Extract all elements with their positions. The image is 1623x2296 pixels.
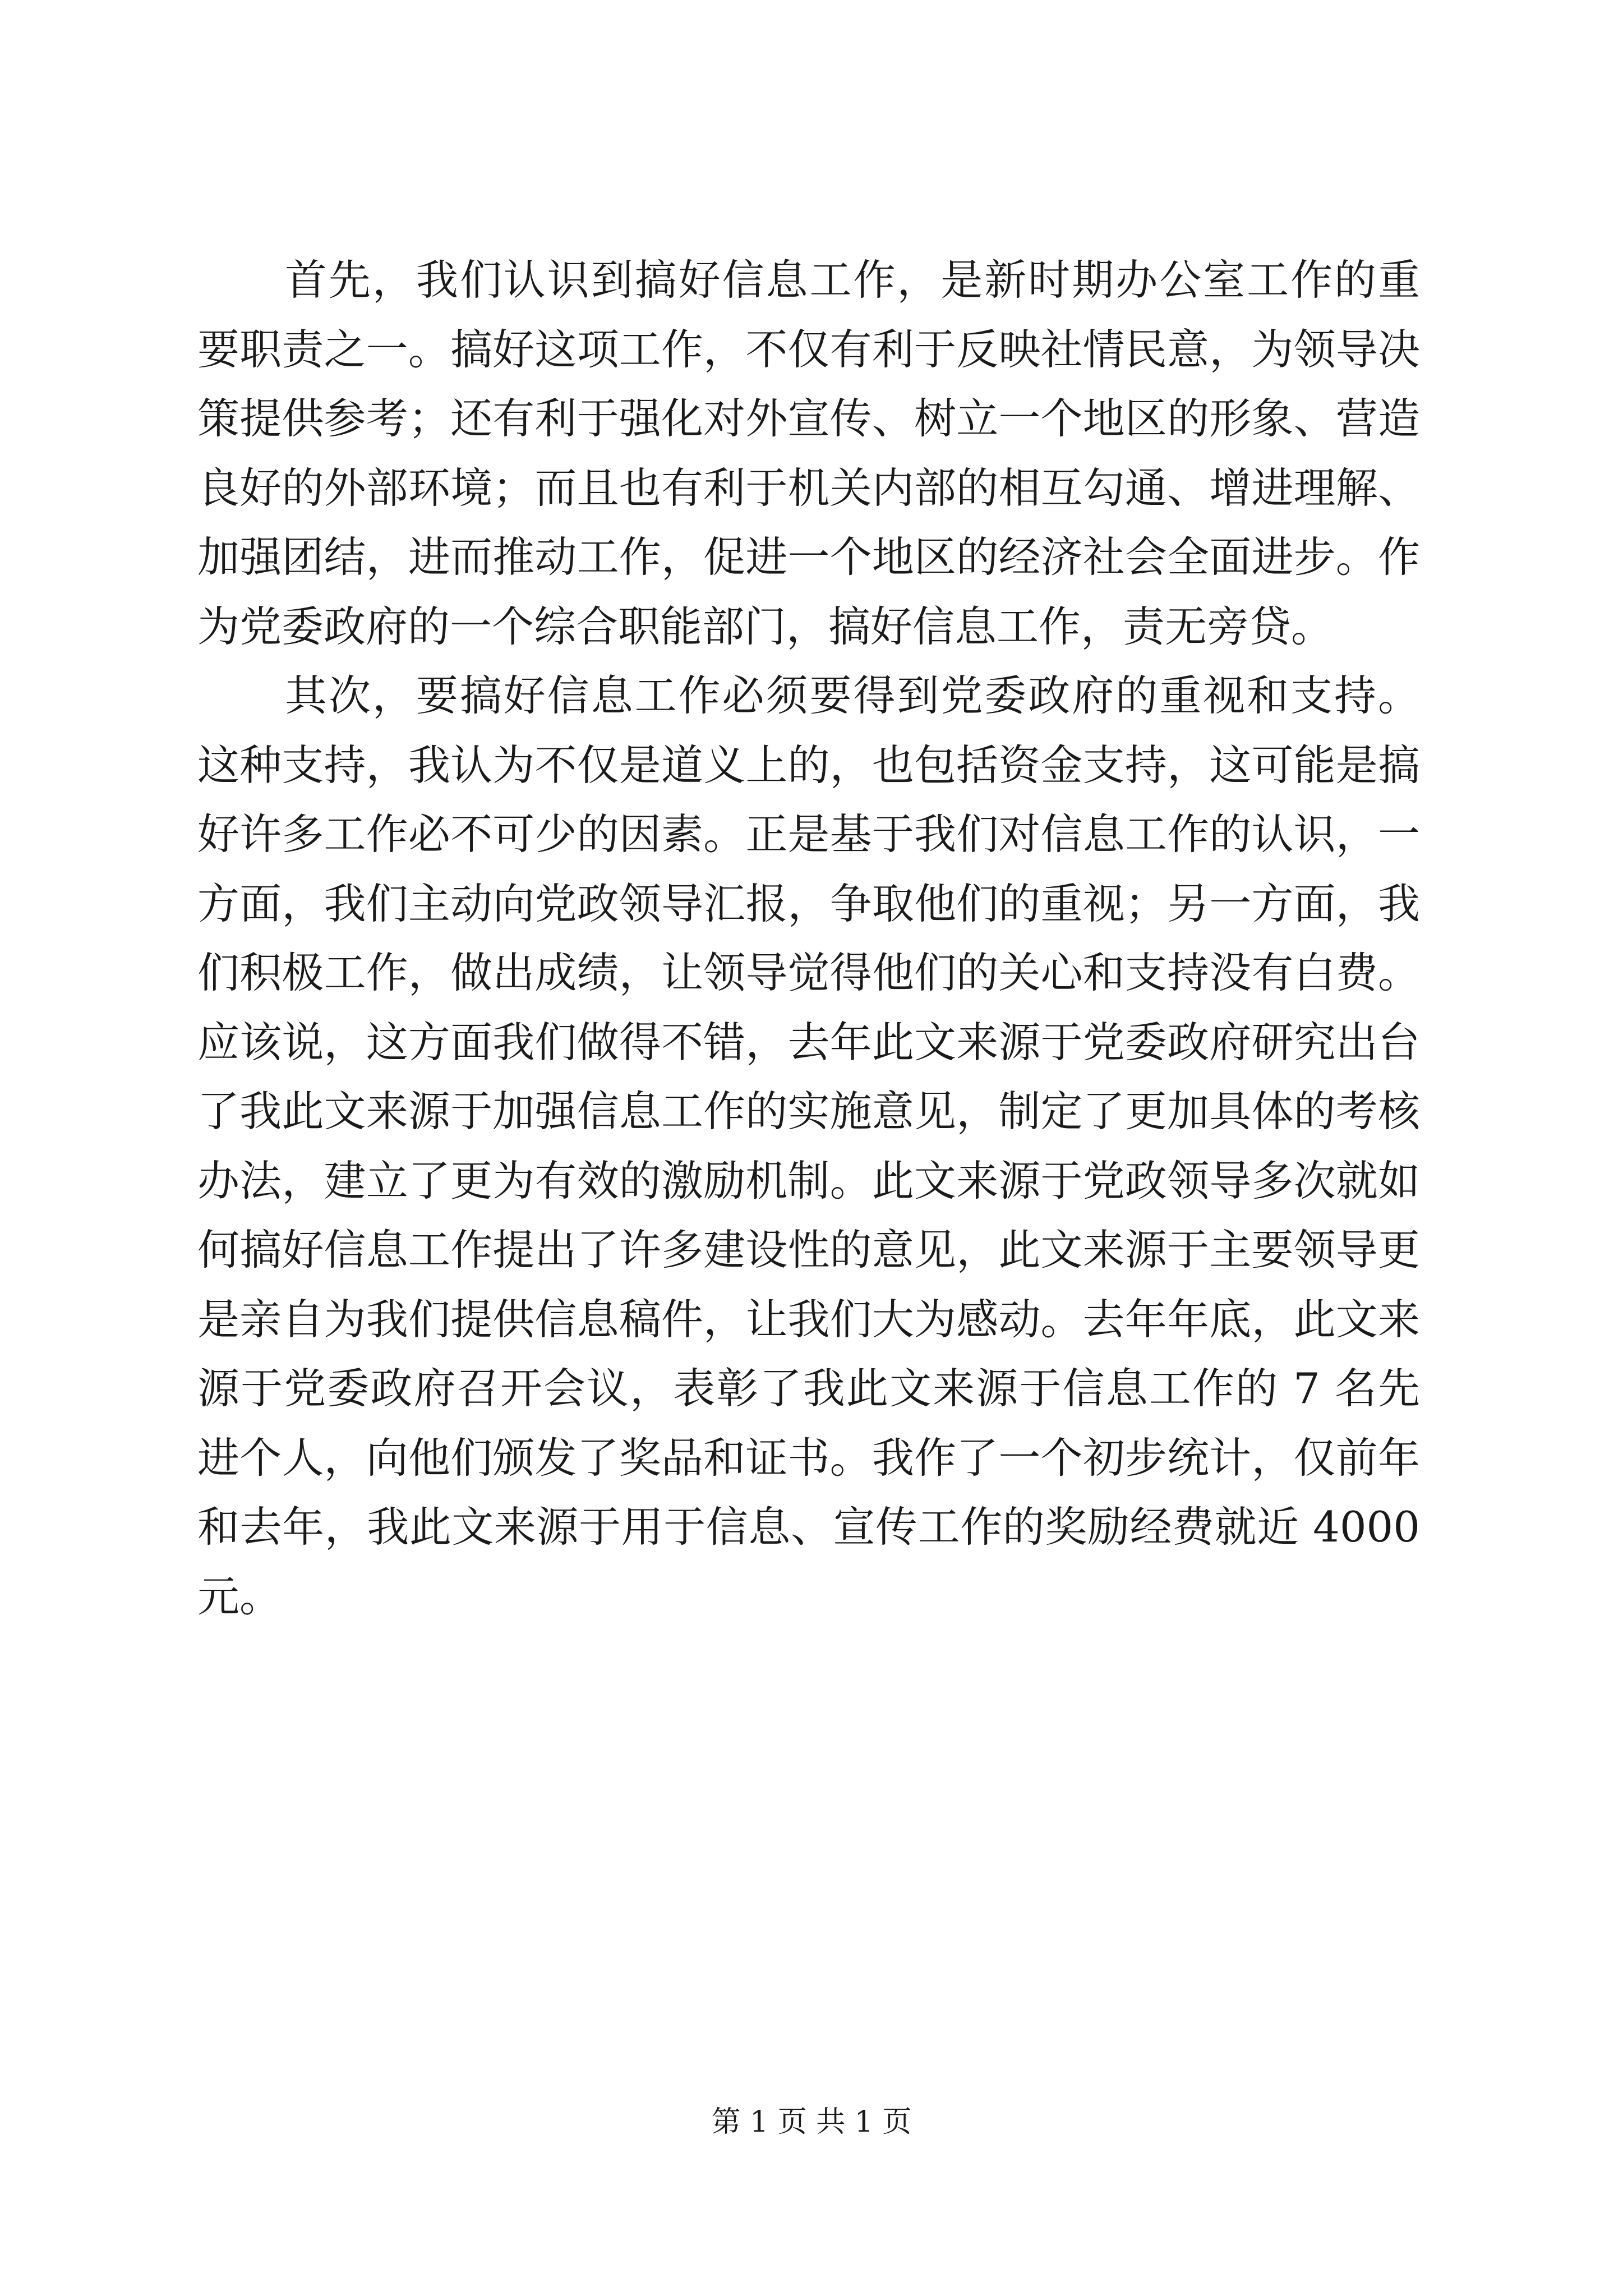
paragraph-1: 首先，我们认识到搞好信息工作，是新时期办公室工作的重要职责之一。搞好这项工作，不仅有利于反映社情民意，为领导决策提供参考；还有利于强化对外宣传、树立一个地区的形象、营造良好的外部环境；而且也有利于机关内部的相互勾通、增进理解、加强团结，进而推动工作，促进一个地区的经济社会全面进步。作为党委政府的一个综合职能部门，搞好信息工作，责无旁贷。 — [197, 255, 1420, 651]
document-body — [197, 246, 1420, 1631]
paragraph-2: 其次，要搞好信息工作必须要得到党委政府的重视和支持。这种支持，我认为不仅是道义上的，也包括资金支持，这可能是搞好许多工作必不可少的因素。正是基于我们对信息工作的认识，一方面，我们主动向党政领导汇报，争取他们的重视；另一方面，我们积极工作，做出成绩，让领导觉得他们的关心和支持没有白费。应该说，这方面我们做得不错，去年此文来源于党委政府研究出台了我此文来源于加强信息工作的实施意见，制定了更加具体的考核办法，建立了更为有效的激励机制。此文来源于党政领导多次就如何搞好信息工作提出了许多建设性的意见，此文来源于主要领导更是亲自为我们提供信息稿件，让我们大为感动。去年年底，此文来源于党委政府召开会议，表彰了我此文来源于信息工作的 7 名先进个人，向他们颁发了奖品和证书。我作了一个初步统计，仅前年和去年，我此文来源于用于信息、宣传工作的奖励经费就近 4000 元。 — [197, 671, 1420, 1621]
page-footer: 第 1 页 共 1 页 — [711, 2105, 912, 2139]
